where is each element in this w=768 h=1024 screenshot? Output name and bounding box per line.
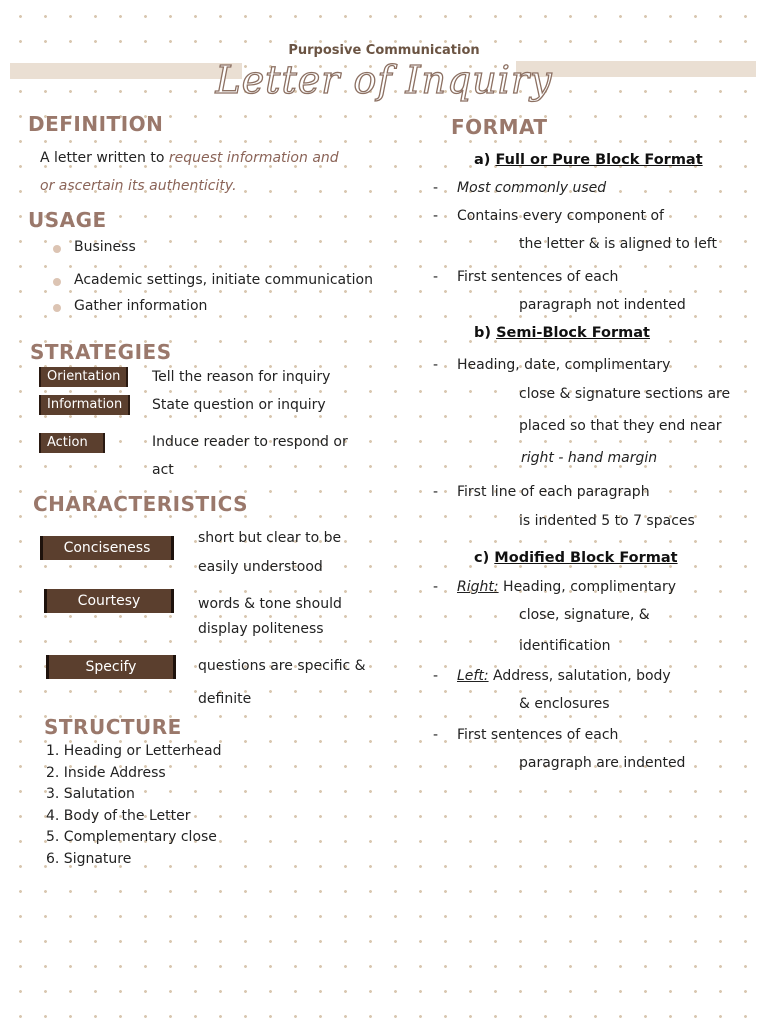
format-a-bullet-2-cont: the letter & is aligned to left — [519, 236, 717, 252]
format-c-right-cont: identification — [519, 638, 611, 654]
dash-marker: - — [433, 727, 439, 743]
format-c-right-cont: close, signature, & — [519, 607, 650, 623]
list-item: 4. Body of the Letter — [46, 807, 191, 824]
format-a-bullet-3: First sentences of each — [457, 269, 619, 285]
dash-marker: - — [433, 269, 439, 285]
format-c-left-cont: & enclosures — [519, 696, 610, 712]
dash-marker: - — [433, 484, 439, 500]
format-a-bullet-3-cont: paragraph not indented — [519, 297, 686, 313]
list-item: 6. Signature — [46, 850, 132, 867]
strategy-tag-orientation: Orientation — [39, 367, 128, 387]
usage-bullet-icon — [53, 245, 61, 253]
usage-bullet-icon — [53, 304, 61, 312]
format-c-bullet-3-cont: paragraph are indented — [519, 755, 686, 771]
definition-line-1: A letter written to request information and — [40, 150, 339, 166]
usage-heading: USAGE — [28, 208, 107, 232]
characteristic-label-courtesy: Courtesy — [44, 589, 174, 613]
characteristic-label-specify: Specify — [46, 655, 176, 679]
format-b-title: b) Semi-Block Format — [474, 325, 650, 341]
format-b-bullet-2: First line of each paragraph — [457, 484, 650, 500]
characteristic-desc: words & tone should — [198, 596, 342, 612]
format-a-bullet-1: Most commonly used — [457, 180, 607, 196]
definition-line-2: or ascertain its authenticity. — [40, 178, 237, 194]
format-c-left: Left: Address, salutation, body — [457, 668, 671, 684]
format-a-bullet-2: Contains every component of — [457, 208, 664, 224]
usage-item: Business — [74, 239, 136, 255]
format-b-bullet-1-cont: right - hand margin — [521, 450, 658, 466]
dash-marker: - — [433, 668, 439, 684]
format-b-bullet-1-cont: close & signature sections are — [519, 386, 731, 402]
characteristic-desc: easily understood — [198, 559, 323, 575]
format-c-right: Right: Heading, complimentary — [457, 579, 676, 595]
characteristic-desc: questions are specific & — [198, 658, 366, 674]
list-item: 5. Complementary close — [46, 829, 217, 845]
format-b-bullet-1-cont: placed so that they end near — [519, 418, 722, 434]
characteristic-desc: short but clear to be — [198, 530, 342, 546]
dash-marker: - — [433, 208, 439, 224]
list-item: 2. Inside Address — [46, 764, 166, 781]
characteristics-heading: CHARACTERISTICS — [33, 492, 249, 516]
strategy-desc-cont: act — [152, 462, 174, 478]
definition-heading: DEFINITION — [28, 112, 164, 136]
format-b-bullet-1: Heading, date, complimentary — [457, 357, 671, 373]
format-heading: FORMAT — [451, 115, 548, 139]
strategy-desc: Tell the reason for inquiry — [152, 369, 331, 385]
list-item: 1. Heading or Letterhead — [46, 743, 222, 759]
strategies-heading: STRATEGIES — [30, 340, 172, 364]
list-item: 3. Salutation — [46, 786, 135, 802]
usage-bullet-icon — [53, 278, 61, 286]
strategy-desc: State question or inquiry — [152, 397, 326, 413]
characteristic-label-conciseness: Conciseness — [40, 536, 174, 560]
format-a-title: a) Full or Pure Block Format — [474, 152, 703, 168]
structure-heading: STRUCTURE — [44, 715, 182, 739]
dash-marker: - — [433, 579, 439, 595]
strategy-tag-information: Information — [39, 395, 130, 415]
characteristic-desc: definite — [198, 691, 252, 707]
dash-marker: - — [433, 357, 439, 373]
characteristic-desc: display politeness — [198, 621, 324, 637]
structure-list — [46, 741, 222, 870]
format-b-bullet-2-cont: is indented 5 to 7 spaces — [519, 513, 695, 529]
dash-marker: - — [433, 180, 439, 196]
strategy-desc: Induce reader to respond or — [152, 434, 348, 450]
page-subtitle: Purposive Communication — [288, 43, 480, 58]
usage-item: Gather information — [74, 298, 208, 314]
usage-item: Academic settings, initiate communication — [74, 272, 373, 288]
format-c-title: c) Modified Block Format — [474, 550, 678, 566]
format-c-bullet-3: First sentences of each — [457, 727, 619, 743]
strategy-tag-action: Action — [39, 433, 105, 453]
page-title: Letter of Inquiry — [215, 58, 553, 102]
